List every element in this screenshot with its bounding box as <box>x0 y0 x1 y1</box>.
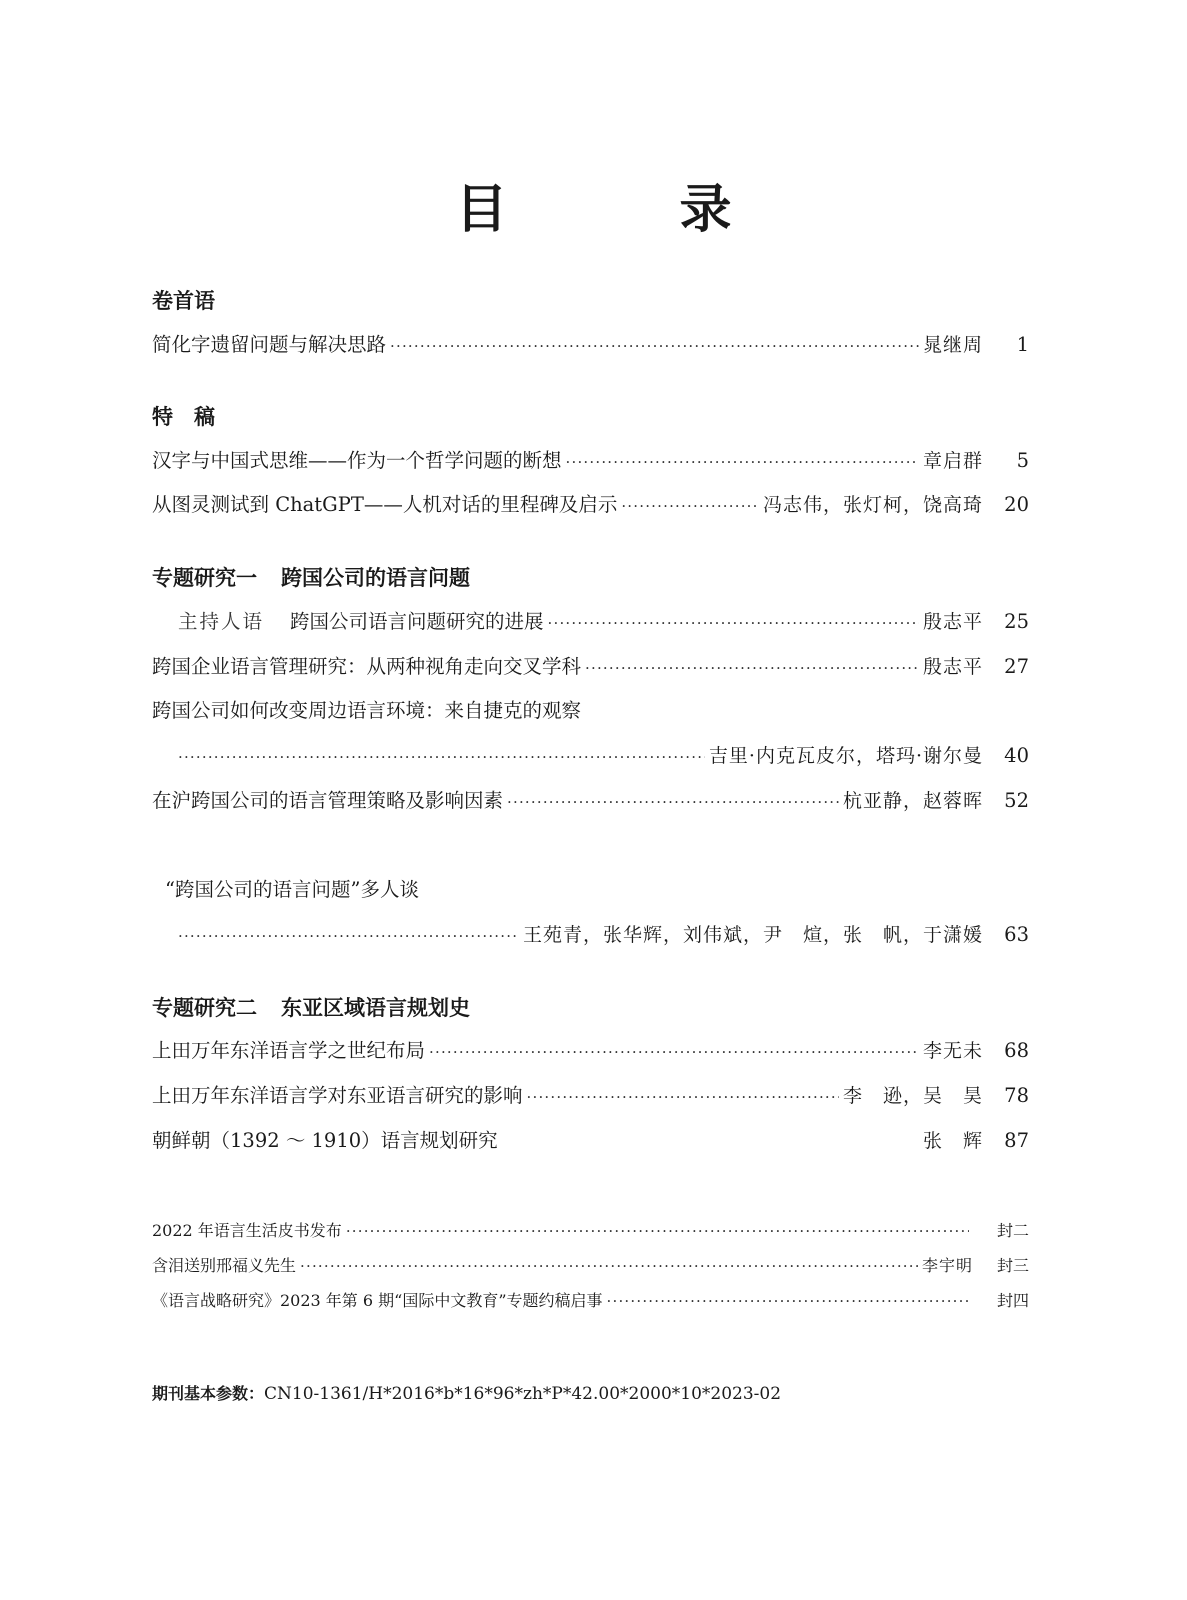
toc-entry-misc[interactable] <box>152 1218 1029 1244</box>
dot-leader <box>300 1253 918 1279</box>
entry-title: 2022 年语言生活皮书发布 <box>152 1221 342 1240</box>
toc-entry-host[interactable] <box>178 607 1029 637</box>
section-heading-subtitle: 跨国公司的语言问题 <box>281 566 470 590</box>
entry-page: 87 <box>1004 1129 1029 1152</box>
toc-entry-continuation[interactable] <box>178 920 1029 950</box>
entry-page: 68 <box>1004 1039 1029 1062</box>
entry-author: 王苑青，张华辉，刘伟斌，尹 煊，张 帆，于潇媛 <box>522 924 983 946</box>
entry-author: 晁继周 <box>922 334 983 356</box>
periodical-parameters <box>152 1380 781 1408</box>
entry-page: 27 <box>1004 655 1029 678</box>
entry-title: 朝鲜朝（1392 ～ 1910）语言规划研究 <box>152 1129 498 1152</box>
dot-leader <box>621 491 759 521</box>
host-label: 主持人语 <box>178 610 265 633</box>
toc-entry-title-line[interactable] <box>165 875 1042 905</box>
periodical-label: 期刊基本参数： <box>152 1384 265 1403</box>
toc-entry[interactable] <box>152 330 1029 360</box>
dot-leader <box>527 1082 839 1112</box>
entry-page: 52 <box>1004 789 1029 812</box>
entry-page: 40 <box>1004 744 1029 767</box>
entry-title: 跨国企业语言管理研究：从两种视角走向交叉学科 <box>152 655 582 678</box>
section-heading-topic1 <box>152 564 470 592</box>
dot-leader <box>585 653 919 683</box>
entry-page: 20 <box>1004 493 1029 516</box>
toc-entry-title-line[interactable] <box>152 696 1029 726</box>
toc-entry[interactable] <box>152 446 1029 476</box>
entry-author: 冯志伟，张灯柯，饶高琦 <box>762 494 983 516</box>
dot-leader <box>507 787 839 817</box>
dot-leader <box>429 1037 919 1067</box>
dot-leader <box>178 742 705 772</box>
entry-title: 在沪跨国公司的语言管理策略及影响因素 <box>152 789 504 812</box>
toc-entry-continuation[interactable] <box>178 741 1029 771</box>
entry-author: 张 辉 <box>922 1130 983 1152</box>
entry-author: 李宇明 <box>921 1256 973 1275</box>
entry-title: 跨国公司如何改变周边语言环境：来自捷克的观察 <box>152 699 582 722</box>
entry-author: 吉里·内克瓦皮尔，塔玛·谢尔曼 <box>708 745 983 767</box>
entry-page: 封三 <box>996 1256 1029 1275</box>
dot-leader <box>548 608 919 638</box>
entry-author: 章启群 <box>922 450 983 472</box>
toc-entry-misc[interactable] <box>152 1288 1029 1314</box>
entry-title: “跨国公司的语言问题”多人谈 <box>165 878 419 901</box>
entry-title: 从图灵测试到 ChatGPT——人机对话的里程碑及启示 <box>152 493 618 516</box>
entry-title: 跨国公司语言问题研究的进展 <box>290 610 544 633</box>
section-heading-tegao: 特 稿 <box>152 405 215 429</box>
entry-title: 《语言战略研究》2023 年第 6 期“国际中文教育”专题约稿启事 <box>152 1291 603 1310</box>
entry-page: 封四 <box>996 1291 1029 1310</box>
entry-title-wrap <box>178 607 544 637</box>
dot-leader <box>178 921 519 951</box>
section-heading-topic2 <box>152 994 470 1022</box>
section-heading-label: 专题研究二 <box>152 996 257 1020</box>
toc-entry[interactable] <box>152 490 1029 520</box>
entry-title: 上田万年东洋语言学之世纪布局 <box>152 1039 426 1062</box>
dot-leader <box>390 331 919 361</box>
dot-leader <box>607 1288 969 1314</box>
periodical-value: CN10-1361/H*2016*b*16*96*zh*P*42.00*2000*10*2023-02 <box>264 1384 782 1404</box>
entry-author: 李 逊，吴 昊 <box>842 1085 983 1107</box>
dot-leader <box>502 1127 919 1157</box>
entry-title: 简化字遗留问题与解决思路 <box>152 333 387 356</box>
toc-entry[interactable] <box>152 786 1029 816</box>
entry-page: 封二 <box>996 1221 1029 1240</box>
entry-title: 上田万年东洋语言学对东亚语言研究的影响 <box>152 1084 523 1107</box>
entry-page: 5 <box>1016 449 1029 472</box>
section-heading-subtitle: 东亚区域语言规划史 <box>281 996 470 1020</box>
section-heading-label: 专题研究一 <box>152 566 257 590</box>
dot-leader <box>566 447 919 477</box>
entry-page: 63 <box>1004 923 1029 946</box>
entry-author: 李无未 <box>922 1040 983 1062</box>
toc-entry[interactable] <box>152 1081 1029 1111</box>
entry-author: 殷志平 <box>922 656 983 678</box>
toc-entry[interactable] <box>152 1126 1029 1156</box>
entry-author: 殷志平 <box>922 611 983 633</box>
entry-title: 含泪送别邢福义先生 <box>152 1256 297 1275</box>
section-heading-juanshouyu: 卷首语 <box>152 289 215 313</box>
entry-page: 78 <box>1004 1084 1029 1107</box>
entry-page: 25 <box>1004 610 1029 633</box>
toc-entry-misc[interactable] <box>152 1253 1029 1279</box>
page-title: 目 录 <box>455 179 792 240</box>
entry-title: 汉字与中国式思维——作为一个哲学问题的断想 <box>152 449 562 472</box>
toc-entry[interactable] <box>152 652 1029 682</box>
entry-author: 杭亚静，赵蓉晖 <box>842 790 983 812</box>
dot-leader <box>346 1218 969 1244</box>
toc-entry[interactable] <box>152 1036 1029 1066</box>
entry-page: 1 <box>1016 333 1029 356</box>
